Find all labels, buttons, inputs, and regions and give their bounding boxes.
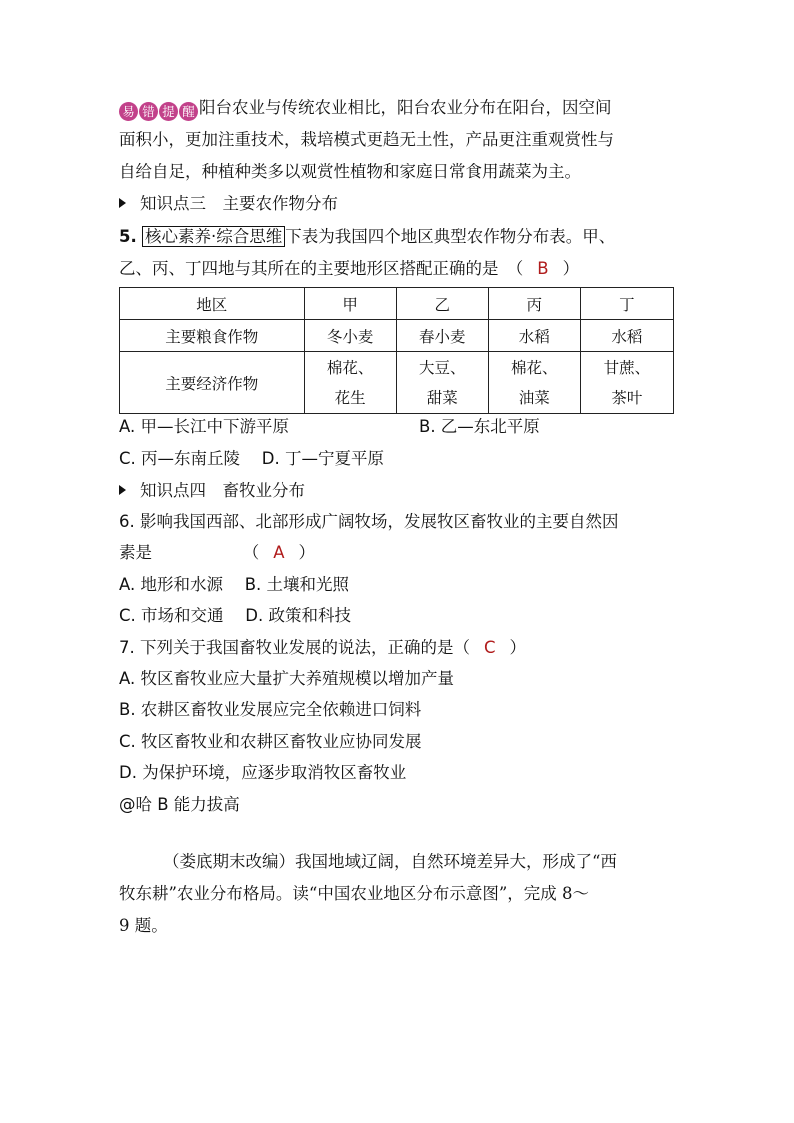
table-header-row bbox=[120, 288, 674, 320]
triangle-bullet-icon bbox=[119, 198, 126, 208]
section-3-title: 知识点三 主要农作物分布 bbox=[140, 194, 338, 213]
tip-badge-2: 错 bbox=[139, 102, 158, 121]
q7-text: 7. 下列关于我国畜牧业发展的说法，正确的是（ bbox=[119, 638, 470, 657]
tip-badge-4: 醒 bbox=[179, 102, 198, 121]
table-header-yi: 乙 bbox=[396, 288, 488, 320]
q6-options-1: A. 地形和水源 B. 土壤和光照 bbox=[119, 575, 350, 594]
table-row-cash bbox=[120, 352, 674, 414]
tip-text-1: 阳台农业与传统农业相比，阳台农业分布在阳台，因空间 bbox=[199, 98, 612, 117]
table-cell bbox=[580, 352, 673, 414]
section-3-heading bbox=[119, 194, 338, 214]
table-cell bbox=[396, 352, 488, 414]
table-cell-bottom: 花生 bbox=[334, 388, 366, 407]
tip-badge-1: 易 bbox=[119, 102, 138, 121]
table-row-cash-label: 主要经济作物 bbox=[120, 352, 305, 414]
table-cell bbox=[488, 352, 580, 414]
table-cell-top: 甘蔗、 bbox=[603, 358, 651, 377]
q5-text-2: 乙、丙、丁四地与其所在的主要地形区搭配正确的是 （ bbox=[119, 259, 524, 278]
table-cell-top: 棉花、 bbox=[326, 358, 374, 377]
q5-options-1 bbox=[119, 417, 540, 437]
table-cell-top: 大豆、 bbox=[418, 358, 466, 377]
table-cell-bottom: 油菜 bbox=[518, 388, 550, 407]
q6-answer: A bbox=[273, 543, 285, 562]
table-cell: 春小麦 bbox=[396, 320, 488, 352]
crop-distribution-table bbox=[119, 287, 674, 414]
tip-line-2: 面积小，更加注重技术，栽培模式更趋无土性，产品更注重观赏性与 bbox=[119, 130, 614, 149]
intro-line-2: 牧东耕”农业分布格局。读“中国农业地区分布示意图”，完成 8～ bbox=[119, 884, 590, 903]
q5-close: ） bbox=[562, 259, 580, 278]
table-header-jia: 甲 bbox=[304, 288, 396, 320]
level-heading: @哈 B 能力拔高 bbox=[119, 795, 240, 814]
q7-answer: C bbox=[484, 638, 496, 657]
intro-line-3: 9 题。 bbox=[119, 916, 168, 935]
section-4-title: 知识点四 畜牧业分布 bbox=[140, 481, 305, 500]
table-row-grain-label: 主要粮食作物 bbox=[120, 320, 305, 352]
q5-answer: B bbox=[537, 259, 549, 278]
table-cell-bottom: 甜菜 bbox=[426, 388, 458, 407]
q6-line-2 bbox=[119, 543, 315, 563]
q6-line-1: 6. 影响我国西部、北部形成广阔牧场，发展牧区畜牧业的主要自然因 bbox=[119, 512, 619, 531]
q5-option-b: B. 乙—东北平原 bbox=[419, 417, 540, 436]
section-4-heading bbox=[119, 481, 305, 501]
q6-text-2: 素是 （ bbox=[119, 543, 260, 562]
table-header-ding: 丁 bbox=[580, 288, 673, 320]
q5-number: 5. bbox=[119, 227, 137, 246]
q5-options-2: C. 丙—东南丘陵 D. 丁—宁夏平原 bbox=[119, 449, 384, 468]
table-cell: 水稻 bbox=[580, 320, 673, 352]
q7-option-a: A. 牧区畜牧业应大量扩大养殖规模以增加产量 bbox=[119, 669, 454, 688]
triangle-bullet-icon bbox=[119, 485, 126, 495]
q6-options-2: C. 市场和交通 D. 政策和科技 bbox=[119, 606, 351, 625]
table-cell bbox=[304, 352, 396, 414]
q7-option-b: B. 农耕区畜牧业发展应完全依赖进口饲料 bbox=[119, 700, 422, 719]
intro-line-1: （娄底期末改编）我国地域辽阔，自然环境差异大，形成了“西 bbox=[163, 852, 617, 871]
table-cell: 水稻 bbox=[488, 320, 580, 352]
q6-close: ） bbox=[298, 543, 316, 562]
q5-line-1 bbox=[119, 227, 615, 247]
q5-tag: 核心素养·综合思维 bbox=[142, 226, 285, 247]
q7-stem bbox=[119, 638, 526, 658]
table-cell-top: 棉花、 bbox=[511, 358, 558, 377]
table-cell: 冬小麦 bbox=[304, 320, 396, 352]
tip-badge-3: 提 bbox=[159, 102, 178, 121]
tip-line-3: 自给自足，种植种类多以观赏性植物和家庭日常食用蔬菜为主。 bbox=[119, 162, 581, 181]
table-cell-bottom: 茶叶 bbox=[611, 388, 643, 407]
table-row-grain bbox=[120, 320, 674, 352]
q5-option-a: A. 甲—长江中下游平原 bbox=[119, 417, 289, 436]
q7-option-d: D. 为保护环境，应逐步取消牧区畜牧业 bbox=[119, 763, 407, 782]
tip-line-1 bbox=[119, 98, 612, 121]
table-header-region: 地区 bbox=[120, 288, 305, 320]
q5-line-2 bbox=[119, 259, 579, 279]
q7-close: ） bbox=[509, 638, 527, 657]
table-header-bing: 丙 bbox=[488, 288, 580, 320]
q7-option-c: C. 牧区畜牧业和农耕区畜牧业应协同发展 bbox=[119, 732, 422, 751]
q5-text-1: 下表为我国四个地区典型农作物分布表。甲、 bbox=[285, 227, 616, 246]
